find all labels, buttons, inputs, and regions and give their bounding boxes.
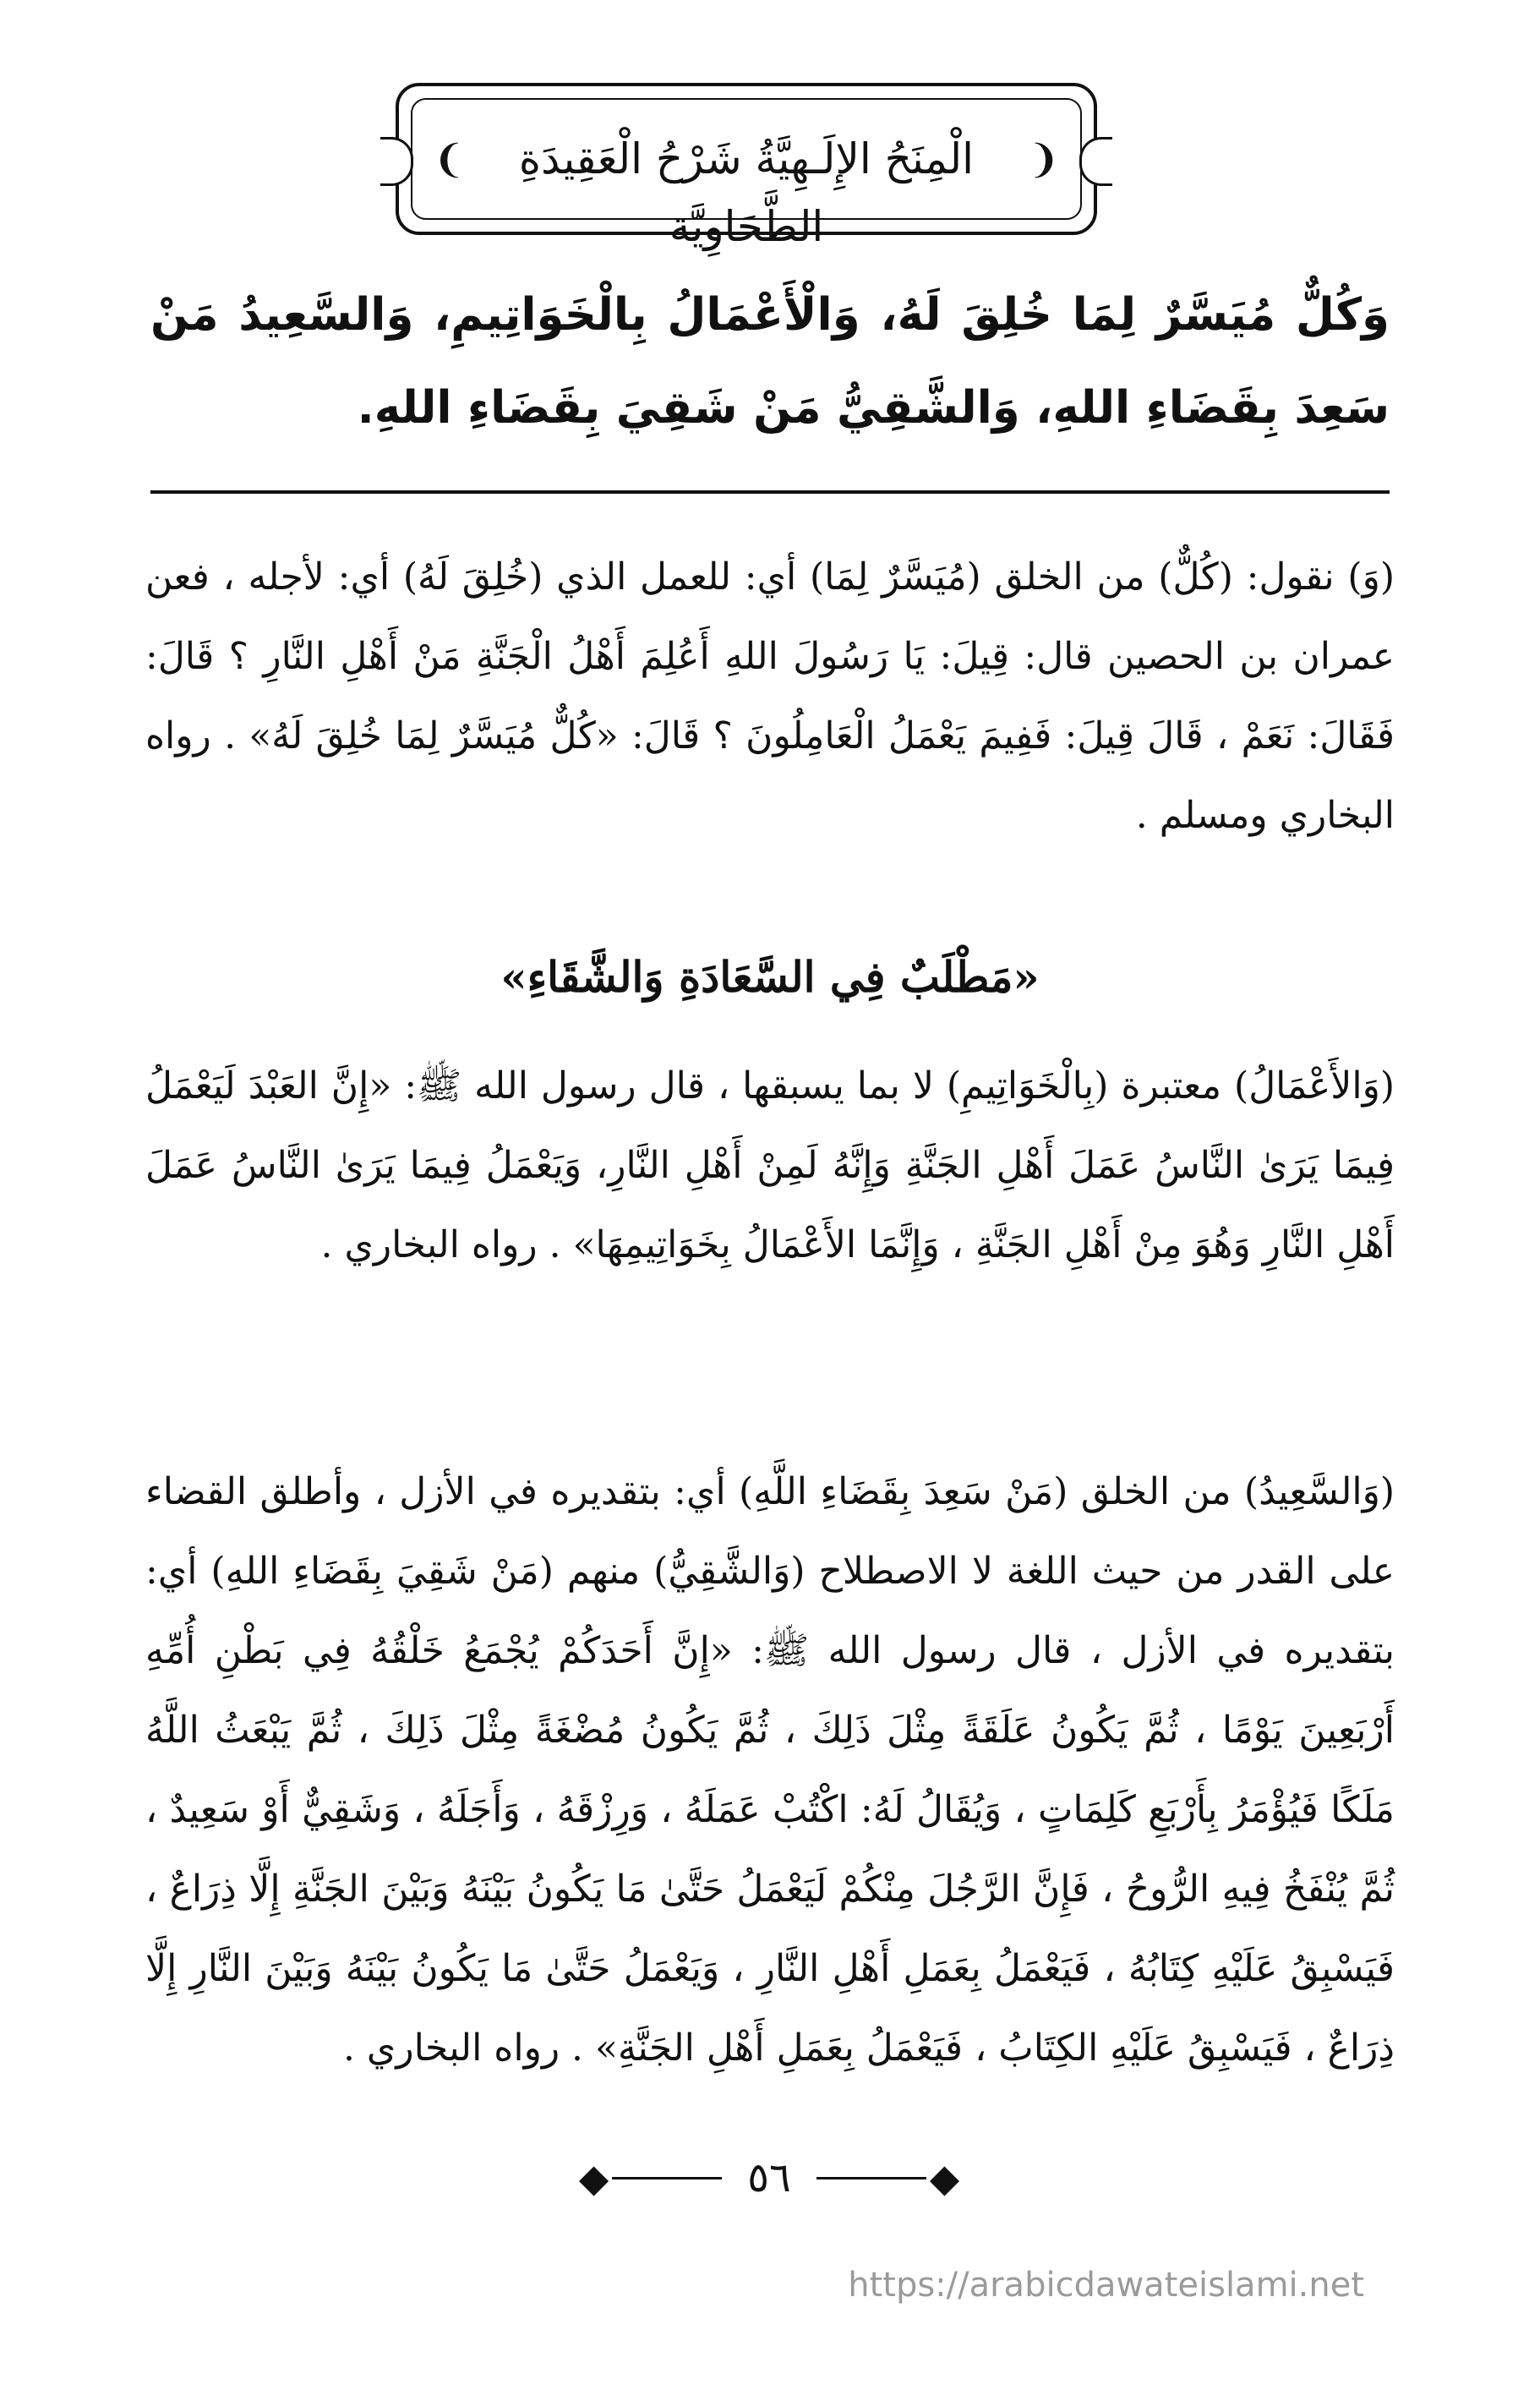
- page-header-title: الْمِنَحُ الإِلَـهِيَّةُ شَرْحُ الْعَقِيدَةِ الطَّحَاوِيَّة: [518, 134, 975, 251]
- header-frame: [396, 83, 1097, 251]
- page-footer: [499, 2144, 1040, 2212]
- diamond-icon: ◆: [929, 2155, 960, 2201]
- diamond-icon: ◆: [578, 2155, 609, 2201]
- commentary-body: [145, 538, 1395, 2088]
- footer-rule-right: [816, 2177, 926, 2179]
- matn-text: وَكُلٌّ مُيَسَّرٌ لِمَا خُلِقَ لَهُ، وَالْأَعْمَالُ بِالْخَوَاتِيمِ، وَالسَّعِيدُ مَنْ سَعِدَ بِقَضَاءِ اللهِ، وَالشَّقِيُّ مَنْ شَقِيَ بِقَضَاءِ اللهِ.: [150, 289, 1390, 434]
- header-notch-left: [380, 137, 413, 186]
- page-number: ٥٦: [747, 2154, 791, 2201]
- paragraph-2: (وَالأَعْمَالُ) معتبرة (بِالْخَوَاتِيمِ) لا بما يسبقها ، قال رسول الله ﷺ: «إِنَّ العَبْدَ لَيَعْمَلُ فِيمَا يَرَىٰ النَّاسُ عَمَلَ أَهْلِ الجَنَّةِ وَإِنَّهُ لَمِنْ أَهْلِ النَّارِ، وَيَعْمَلُ فِيمَا يَرَىٰ النَّاسُ عَمَلَ أَهْلِ النَّارِ وَهُوَ مِنْ أَهْلِ الجَنَّةِ ، وَإِنَّمَا الأَعْمَالُ بِخَوَاتِيمِهَا» . رواه البخاري .: [145, 1064, 1395, 1266]
- separator-line: [150, 490, 1390, 494]
- footer-ornament-right: [813, 2152, 959, 2203]
- header-ornament-right-icon: ❩: [1027, 136, 1060, 182]
- paragraph-3: (وَالسَّعِيدُ) من الخلق (مَنْ سَعِدَ بِقَضَاءِ اللَّهِ) أي: بتقديره في الأزل ، وأطلق القضاء على القدر من حيث اللغة لا الاصطلاح (وَالشَّقِيُّ) منهم (مَنْ شَقِيَ بِقَضَاءِ اللهِ) أي: بتقديره في الأزل ، قال رسول الله ﷺ: «إِنَّ أَحَدَكُمْ يُجْمَعُ خَلْقُهُ فِي بَطْنِ أُمِّهِ أَرْبَعِينَ يَوْمًا ، ثُمَّ يَكُونُ عَلَقَةً مِثْلَ ذَلِكَ ، ثُمَّ يَكُونُ مُضْغَةً مِثْلَ ذَلِكَ ، ثُمَّ يَبْعَثُ اللَّهُ مَلَكًا فَيُؤْمَرُ بِأَرْبَعِ كَلِمَاتٍ ، وَيُقَالُ لَهُ: اكْتُبْ عَمَلَهُ ، وَرِزْقَهُ ، وَأَجَلَهُ ، وَشَقِيٌّ أَوْ سَعِيدٌ ، ثُمَّ يُنْفَخُ فِيهِ الرُّوحُ ، فَإِنَّ الرَّجُلَ مِنْكُمْ لَيَعْمَلُ حَتَّىٰ مَا يَكُونُ بَيْنَهُ وَبَيْنَ الجَنَّةِ إِلَّا ذِرَاعٌ ، فَيَسْبِقُ عَلَيْهِ كِتَابُهُ ، فَيَعْمَلُ بِعَمَلِ أَهْلِ النَّارِ ، وَيَعْمَلُ حَتَّىٰ مَا يَكُونُ بَيْنَهُ وَبَيْنَ النَّارِ إِلَّا ذِرَاعٌ ، فَيَسْبِقُ عَلَيْهِ الكِتَابُ ، فَيَعْمَلُ بِعَمَلِ أَهْلِ الجَنَّةِ» . رواه البخاري .: [145, 1470, 1395, 2070]
- header-ornament-left-icon: ❨: [433, 136, 466, 182]
- header-notch-right: [1079, 137, 1112, 186]
- watermark-url: https://arabicdawateislami.net: [848, 2266, 1364, 2305]
- footer-rule-left: [612, 2177, 722, 2179]
- section-heading: «مَطْلَبٌ فِي السَّعَادَةِ وَالشَّقَاءِ»: [500, 952, 1040, 1002]
- footer-ornament-left: [579, 2152, 725, 2203]
- paragraph-1: (وَ) نقول: (كُلٌّ) من الخلق (مُيَسَّرٌ لِمَا) أي: للعمل الذي (خُلِقَ لَهُ) أي: لأجله ، فعن عمران بن الحصين قال: قِيلَ: يَا رَسُولَ اللهِ أَعُلِمَ أَهْلُ الْجَنَّةِ مَنْ أَهْلِ النَّارِ ؟ قَالَ: فَقَالَ: نَعَمْ ، قَالَ قِيلَ: فَفِيمَ يَعْمَلُ الْعَامِلُونَ ؟ قَالَ: «كُلٌّ مُيَسَّرٌ لِمَا خُلِقَ لَهُ» . رواه البخاري ومسلم .: [145, 555, 1395, 837]
